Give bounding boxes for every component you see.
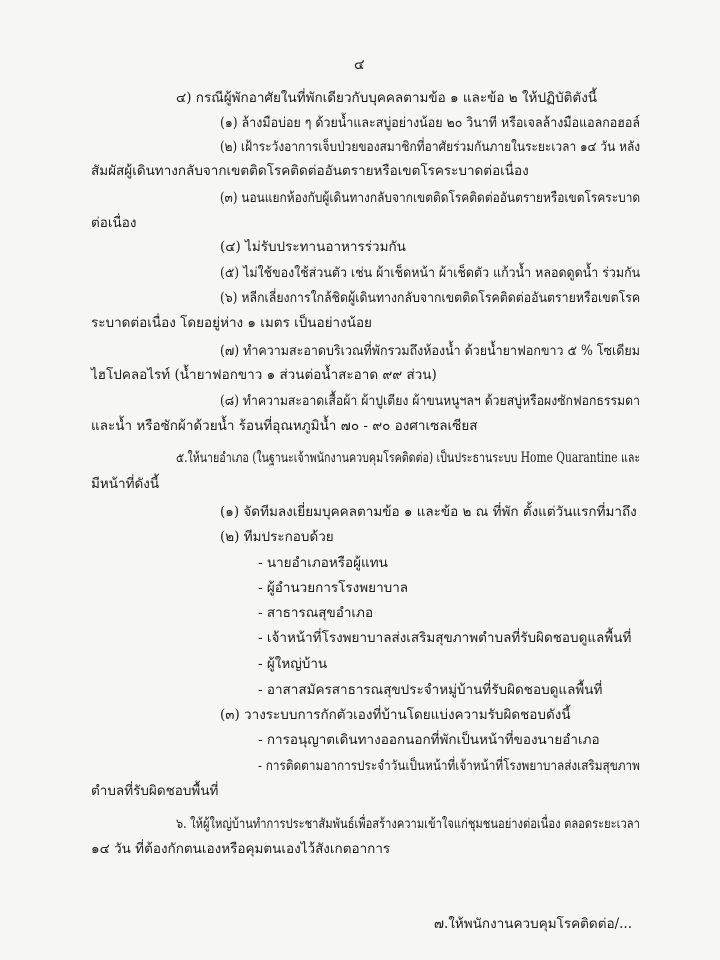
text-line: ๕.ให้นายอำเภอ (ในฐานะเจ้าพนักงานควบคุมโรคติดต่อ) เป็นประธานระบบ Home Quarantine และ: [176, 450, 641, 466]
text-line: ระบาดต่อเนื่อง โดยอยู่ห่าง ๑ เมตร เป็นอย่างน้อย: [91, 315, 372, 331]
text-line: (๒) เฝ้าระวังอาการเจ็บป่วยของสมาชิกที่อาศัยร่วมกันภายในระยะเวลา ๑๔ วัน หลัง: [220, 139, 641, 155]
list-item: - สาธารณสุขอำเภอ: [258, 605, 374, 621]
text-line: และน้ำ หรือซักผ้าด้วยน้ำ ร้อนที่อุณหภูมิน้ำ ๗๐ - ๙๐ องศาเซลเซียส: [91, 418, 478, 434]
page-number: ๔: [354, 57, 365, 73]
list-item: - ผู้ใหญ่บ้าน: [258, 656, 328, 672]
text-line: ๖. ให้ผู้ใหญ่บ้านทำการประชาสัมพันธ์เพื่อสร้างความเข้าใจแก่ชุมชนอย่างต่อเนื่อง ตลอดระยะเวลา: [176, 816, 640, 832]
text-line: (๕) ไม่ใช้ของใช้ส่วนตัว เช่น ผ้าเช็ดหน้า ผ้าเช็ดตัว แก้วน้ำ หลอดดูดน้ำ ร่วมกัน: [220, 265, 641, 281]
text-line: (๖) หลีกเลี่ยงการใกล้ชิดผู้เดินทางกลับจากเขตติดโรคติดต่ออันตรายหรือเขตโรค: [220, 290, 641, 306]
text-line: สัมผัสผู้เดินทางกลับจากเขตติดโรคติดต่ออันตรายหรือเขตโรคระบาดต่อเนื่อง: [91, 163, 529, 179]
text-line: (๑) จัดทีมลงเยี่ยมบุคคลตามข้อ ๑ และข้อ ๒ ณ ที่พัก ตั้งแต่วันแรกที่มาถึง: [220, 504, 637, 520]
list-item: - อาสาสมัครสาธารณสุขประจำหมู่บ้านที่รับผิดชอบดูแลพื้นที่: [258, 682, 603, 698]
list-item: - เจ้าหน้าที่โรงพยาบาลส่งเสริมสุขภาพตำบลที่รับผิดชอบดูแลพื้นที่: [258, 630, 632, 646]
text-line: (๘) ทำความสะอาดเสื้อผ้า ผ้าปูเตียง ผ้าขนหนูฯลฯ ด้วยสบู่หรือผงซักฟอกธรรมดา: [220, 393, 640, 409]
text-line: ๔) กรณีผู้พักอาศัยในที่พักเดียวกับบุคคลตามข้อ ๑ และข้อ ๒ ให้ปฏิบัติตังนี้: [176, 90, 598, 106]
text-line: ไฮโปคลอไรท์ (น้ำยาฟอกขาว ๑ ส่วนต่อน้ำสะอาด ๙๙ ส่วน): [91, 367, 437, 383]
list-item: - ผู้อำนวยการโรงพยาบาล: [258, 580, 409, 596]
text-line: (๔) ไม่รับประทานอาหารร่วมกัน: [220, 239, 406, 255]
text-line: ต่อเนื่อง: [91, 215, 137, 231]
text-line: (๗) ทำความสะอาดบริเวณที่พักรวมถึงห้องน้ำ ด้วยน้ำยาฟอกขาว ๕ % โซเดียม: [220, 343, 640, 359]
continuation-footer: ๗.ให้พนักงานควบคุมโรคติดต่อ/...: [433, 916, 632, 932]
list-item: - การอนุญาตเดินทางออกนอกที่พักเป็นหน้าที่ของนายอำเภอ: [258, 732, 600, 748]
text-line: (๓) วางระบบการกักตัวเองที่บ้านโดยแบ่งความรับผิดชอบดังนี้: [220, 707, 571, 723]
list-item: - นายอำเภอหรือผู้แทน: [258, 555, 388, 571]
text-line: มีหน้าที่ดังนี้: [91, 476, 160, 492]
text-line: (๑) ล้างมือบ่อย ๆ ด้วยน้ำและสบู่อย่างน้อย ๒๐ วินาที หรือเจลล้างมือแอลกอฮอล์: [220, 115, 641, 131]
text-line: ๑๔ วัน ที่ต้องกักตนเองหรือคุมตนเองไว้สังเกตอาการ: [91, 841, 391, 857]
text-line: (๒) ทีมประกอบด้วย: [220, 529, 334, 545]
text-line: ตำบลที่รับผิดชอบพื้นที่: [91, 783, 219, 799]
list-item: - การติดตามอาการประจำวันเป็นหน้าที่เจ้าหน้าที่โรงพยาบาลส่งเสริมสุขภาพ: [258, 758, 640, 774]
text-line: (๓) นอนแยกห้องกับผู้เดินทางกลับจากเขตติดโรคติดต่ออันตรายหรือเขตโรคระบาด: [220, 190, 641, 206]
